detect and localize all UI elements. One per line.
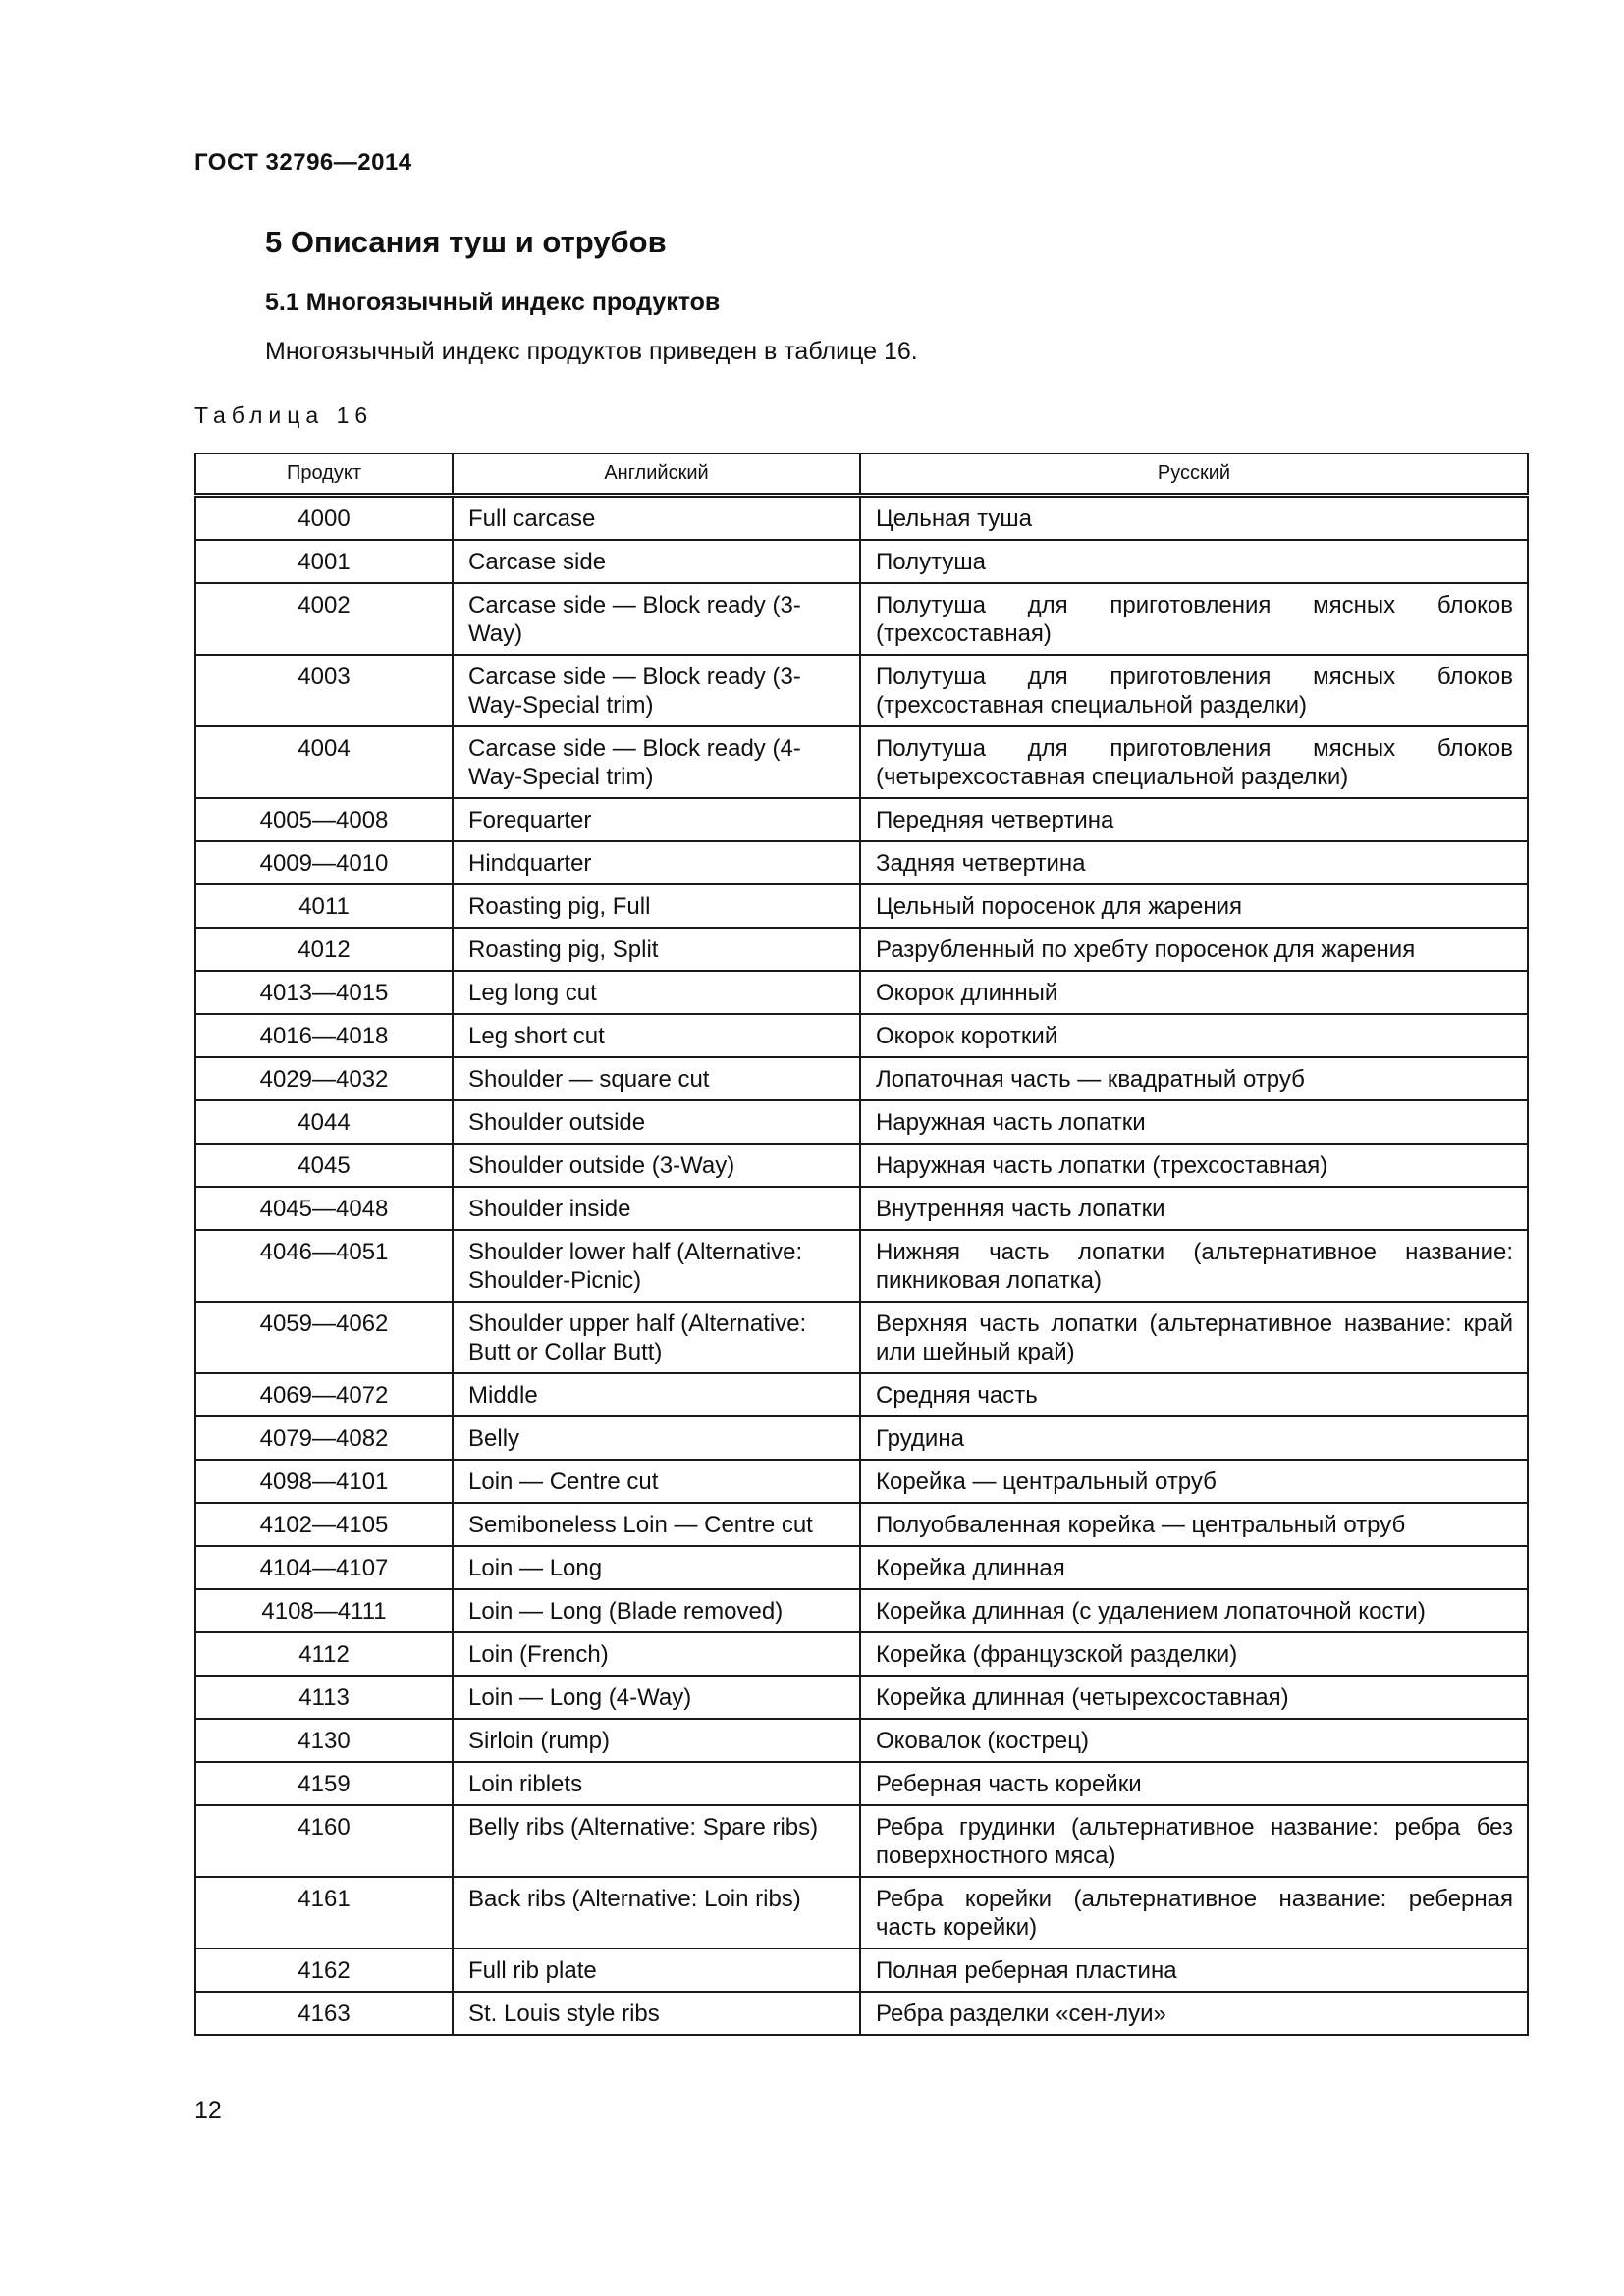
english-name-cell: Semiboneless Loin — Centre cut (453, 1503, 860, 1546)
english-name-cell: Middle (453, 1373, 860, 1416)
table-caption: Таблица 16 (194, 402, 374, 428)
russian-name-cell: Задняя четвертина (860, 841, 1528, 884)
russian-name-cell: Передняя четвертина (860, 798, 1528, 841)
table-row (195, 1416, 1528, 1460)
russian-name-cell: Цельный поросенок для жарения (860, 884, 1528, 928)
english-name-cell: Forequarter (453, 798, 860, 841)
russian-name-cell: Верхняя часть лопатки (альтернативное название: край или шейный край) (860, 1302, 1528, 1373)
product-code-cell: 4163 (195, 1992, 453, 2035)
russian-name-cell: Грудина (860, 1416, 1528, 1460)
product-code-cell: 4009—4010 (195, 841, 453, 884)
product-code-cell: 4011 (195, 884, 453, 928)
russian-name-cell: Корейка длинная (860, 1546, 1528, 1589)
english-name-cell: Loin — Long (453, 1546, 860, 1589)
table-row (195, 583, 1528, 655)
english-name-cell: Shoulder lower half (Alternative: Shoulder-Picnic) (453, 1230, 860, 1302)
product-code-cell: 4059—4062 (195, 1302, 453, 1373)
section-title: 5 Описания туш и отрубов (265, 225, 667, 259)
russian-name-cell: Полутуша для приготовления мясных блоков (трехсоставная специальной разделки) (860, 655, 1528, 726)
product-code-cell: 4004 (195, 726, 453, 798)
english-name-cell: Roasting pig, Split (453, 928, 860, 971)
product-code-cell: 4000 (195, 496, 453, 541)
english-name-cell: Carcase side — Block ready (4-Way-Special trim) (453, 726, 860, 798)
table-row (195, 841, 1528, 884)
russian-name-cell: Наружная часть лопатки (трехсоставная) (860, 1144, 1528, 1187)
table-row (195, 1057, 1528, 1100)
english-name-cell: Belly ribs (Alternative: Spare ribs) (453, 1805, 860, 1877)
product-code-cell: 4001 (195, 540, 453, 583)
header-russian: Русский (860, 454, 1528, 496)
table-row (195, 1632, 1528, 1676)
english-name-cell: Carcase side — Block ready (3-Way) (453, 583, 860, 655)
english-name-cell: Roasting pig, Full (453, 884, 860, 928)
russian-name-cell: Корейка — центральный отруб (860, 1460, 1528, 1503)
product-code-cell: 4069—4072 (195, 1373, 453, 1416)
product-code-cell: 4005—4008 (195, 798, 453, 841)
product-code-cell: 4003 (195, 655, 453, 726)
table-row (195, 1503, 1528, 1546)
table-row (195, 884, 1528, 928)
english-name-cell: Full carcase (453, 496, 860, 541)
english-name-cell: Loin — Long (Blade removed) (453, 1589, 860, 1632)
table-row (195, 1949, 1528, 1992)
table-row (195, 928, 1528, 971)
russian-name-cell: Корейка длинная (четырехсоставная) (860, 1676, 1528, 1719)
russian-name-cell: Нижняя часть лопатки (альтернативное название: пикниковая лопатка) (860, 1230, 1528, 1302)
product-code-cell: 4113 (195, 1676, 453, 1719)
page-number: 12 (194, 2097, 222, 2124)
product-code-cell: 4161 (195, 1877, 453, 1949)
table-row (195, 1719, 1528, 1762)
product-code-cell: 4159 (195, 1762, 453, 1805)
english-name-cell: Loin riblets (453, 1762, 860, 1805)
english-name-cell: Hindquarter (453, 841, 860, 884)
table-header (195, 454, 1528, 496)
product-code-cell: 4012 (195, 928, 453, 971)
product-code-cell: 4104—4107 (195, 1546, 453, 1589)
table-row (195, 1302, 1528, 1373)
english-name-cell: Loin (French) (453, 1632, 860, 1676)
russian-name-cell: Средняя часть (860, 1373, 1528, 1416)
table-row (195, 971, 1528, 1014)
product-code-cell: 4002 (195, 583, 453, 655)
english-name-cell: St. Louis style ribs (453, 1992, 860, 2035)
table-row (195, 1877, 1528, 1949)
table-row (195, 1762, 1528, 1805)
product-code-cell: 4046—4051 (195, 1230, 453, 1302)
table-row (195, 1187, 1528, 1230)
product-code-cell: 4029—4032 (195, 1057, 453, 1100)
english-name-cell: Sirloin (rump) (453, 1719, 860, 1762)
russian-name-cell: Полутуша для приготовления мясных блоков (четырехсоставная специальной разделки) (860, 726, 1528, 798)
russian-name-cell: Ребра корейки (альтернативное название: реберная часть корейки) (860, 1877, 1528, 1949)
table-row (195, 1230, 1528, 1302)
russian-name-cell: Ребра грудинки (альтернативное название: ребра без поверхностного мяса) (860, 1805, 1528, 1877)
english-name-cell: Shoulder — square cut (453, 1057, 860, 1100)
russian-name-cell: Полная реберная пластина (860, 1949, 1528, 1992)
table-row (195, 1373, 1528, 1416)
english-name-cell: Back ribs (Alternative: Loin ribs) (453, 1877, 860, 1949)
russian-name-cell: Корейка длинная (с удалением лопаточной кости) (860, 1589, 1528, 1632)
product-code-cell: 4045—4048 (195, 1187, 453, 1230)
russian-name-cell: Цельная туша (860, 496, 1528, 541)
russian-name-cell: Корейка (французской разделки) (860, 1632, 1528, 1676)
english-name-cell: Shoulder inside (453, 1187, 860, 1230)
table-row (195, 798, 1528, 841)
table-row (195, 1100, 1528, 1144)
russian-name-cell: Оковалок (кострец) (860, 1719, 1528, 1762)
product-code-cell: 4162 (195, 1949, 453, 1992)
table-row (195, 1992, 1528, 2035)
table-row (195, 1589, 1528, 1632)
product-code-cell: 4013—4015 (195, 971, 453, 1014)
russian-name-cell: Полутуша (860, 540, 1528, 583)
subsection-title: 5.1 Многоязычный индекс продуктов (265, 289, 721, 316)
english-name-cell: Loin — Long (4-Way) (453, 1676, 860, 1719)
english-name-cell: Loin — Centre cut (453, 1460, 860, 1503)
table-row (195, 1676, 1528, 1719)
russian-name-cell: Реберная часть корейки (860, 1762, 1528, 1805)
intro-paragraph: Многоязычный индекс продуктов приведен в таблице 16. (265, 338, 918, 365)
english-name-cell: Full rib plate (453, 1949, 860, 1992)
product-index-table (194, 453, 1529, 2036)
table-body (195, 496, 1528, 2036)
table-row (195, 1014, 1528, 1057)
product-code-cell: 4045 (195, 1144, 453, 1187)
russian-name-cell: Внутренняя часть лопатки (860, 1187, 1528, 1230)
table-row (195, 1546, 1528, 1589)
product-code-cell: 4160 (195, 1805, 453, 1877)
russian-name-cell: Разрубленный по хребту поросенок для жарения (860, 928, 1528, 971)
table-row (195, 726, 1528, 798)
product-code-cell: 4079—4082 (195, 1416, 453, 1460)
english-name-cell: Carcase side — Block ready (3-Way-Special trim) (453, 655, 860, 726)
russian-name-cell: Лопаточная часть — квадратный отруб (860, 1057, 1528, 1100)
russian-name-cell: Наружная часть лопатки (860, 1100, 1528, 1144)
russian-name-cell: Полутуша для приготовления мясных блоков (трехсоставная) (860, 583, 1528, 655)
product-code-cell: 4102—4105 (195, 1503, 453, 1546)
english-name-cell: Shoulder outside (453, 1100, 860, 1144)
russian-name-cell: Окорок длинный (860, 971, 1528, 1014)
table-header-row (195, 454, 1528, 496)
russian-name-cell: Окорок короткий (860, 1014, 1528, 1057)
product-code-cell: 4112 (195, 1632, 453, 1676)
table-row (195, 496, 1528, 541)
english-name-cell: Leg short cut (453, 1014, 860, 1057)
russian-name-cell: Полуобваленная корейка — центральный отруб (860, 1503, 1528, 1546)
product-code-cell: 4098—4101 (195, 1460, 453, 1503)
table-row (195, 1805, 1528, 1877)
product-code-cell: 4130 (195, 1719, 453, 1762)
product-code-cell: 4016—4018 (195, 1014, 453, 1057)
header-english: Английский (453, 454, 860, 496)
english-name-cell: Belly (453, 1416, 860, 1460)
table-row (195, 540, 1528, 583)
header-product: Продукт (195, 454, 453, 496)
english-name-cell: Shoulder outside (3-Way) (453, 1144, 860, 1187)
document-code: ГОСТ 32796—2014 (194, 149, 412, 176)
russian-name-cell: Ребра разделки «сен-луи» (860, 1992, 1528, 2035)
table-row (195, 1144, 1528, 1187)
table-row (195, 1460, 1528, 1503)
table-row (195, 655, 1528, 726)
english-name-cell: Shoulder upper half (Alternative: Butt or Collar Butt) (453, 1302, 860, 1373)
product-code-cell: 4108—4111 (195, 1589, 453, 1632)
product-code-cell: 4044 (195, 1100, 453, 1144)
english-name-cell: Leg long cut (453, 971, 860, 1014)
english-name-cell: Carcase side (453, 540, 860, 583)
